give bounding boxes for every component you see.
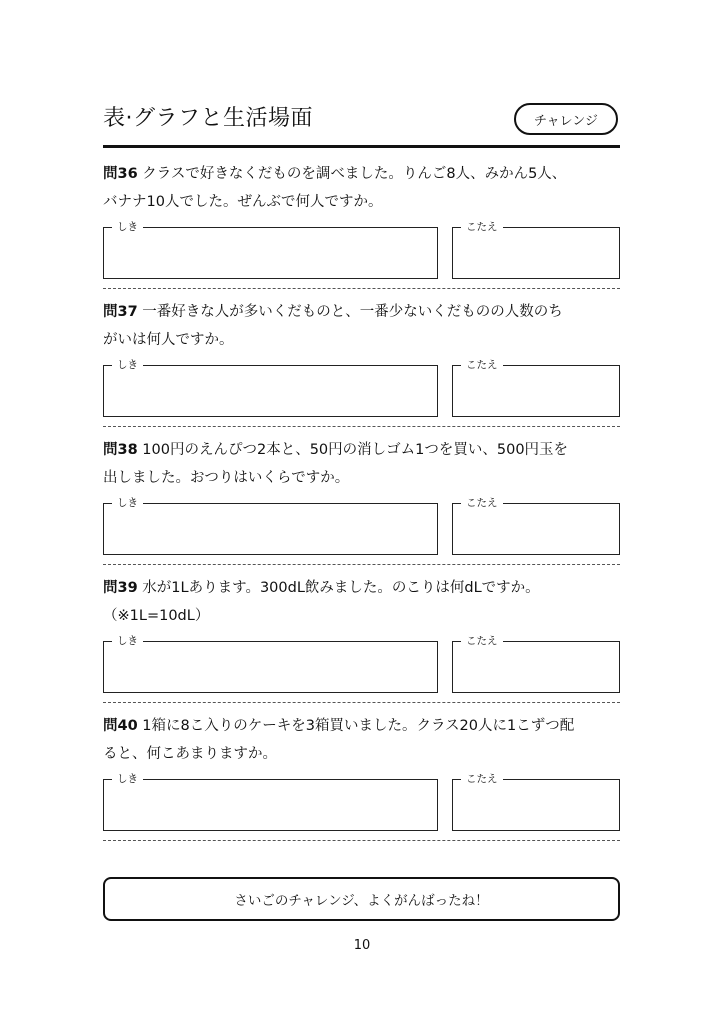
encouragement-message: さいごのチャレンジ、よくがんばったね！ <box>103 877 620 921</box>
dashed-divider <box>103 702 620 703</box>
answer-box-label: こたえ <box>461 357 503 373</box>
answer-box[interactable] <box>452 497 620 555</box>
work-box[interactable] <box>103 773 438 831</box>
work-box-label: しき <box>112 771 143 787</box>
answer-box[interactable] <box>452 773 620 831</box>
question-line-1: 1箱に8こ入りのケーキを3箱買いました。クラス20人に1こずつ配 <box>142 718 575 734</box>
question-line-2: （※1L=10dL） <box>103 608 210 624</box>
question-text <box>103 160 620 216</box>
question-number: 問37 <box>103 304 138 320</box>
question-text <box>103 712 620 768</box>
work-box[interactable] <box>103 635 438 693</box>
work-box-label: しき <box>112 357 143 373</box>
question-text <box>103 574 620 630</box>
question-text <box>103 436 620 492</box>
work-box[interactable] <box>103 221 438 279</box>
question-line-2: がいは何人ですか。 <box>103 332 234 348</box>
dashed-divider <box>103 840 620 841</box>
answer-box-label: こたえ <box>461 219 503 235</box>
question-line-2: バナナ10人でした。ぜんぶで何人ですか。 <box>103 194 383 210</box>
question-line-1: 一番好きな人が多いくだものと、一番少ないくだものの人数のち <box>142 304 563 320</box>
problem-40 <box>103 712 620 850</box>
answer-box-label: こたえ <box>461 771 503 787</box>
dashed-divider <box>103 288 620 289</box>
question-number: 問36 <box>103 166 138 182</box>
question-line-2: ると、何こあまりますか。 <box>103 746 277 762</box>
question-line-1: 水が1Lあります。300dL飲みました。のこりは何dLですか。 <box>142 580 540 596</box>
question-line-1: 100円のえんぴつ2本と、50円の消しゴム1つを買い、500円玉を <box>142 442 569 458</box>
question-line-2: 出しました。おつりはいくらですか。 <box>103 470 350 486</box>
answer-box[interactable] <box>452 221 620 279</box>
question-number: 問40 <box>103 718 138 734</box>
work-box-label: しき <box>112 495 143 511</box>
dashed-divider <box>103 426 620 427</box>
answer-box[interactable] <box>452 359 620 417</box>
page-number: 10 <box>353 938 371 953</box>
challenge-badge: チャレンジ <box>514 103 618 135</box>
question-text <box>103 298 620 354</box>
work-box[interactable] <box>103 497 438 555</box>
header-rule <box>103 145 620 148</box>
problem-37 <box>103 298 620 436</box>
problem-36 <box>103 160 620 298</box>
dashed-divider <box>103 564 620 565</box>
answer-box[interactable] <box>452 635 620 693</box>
work-box-label: しき <box>112 633 143 649</box>
answer-box-label: こたえ <box>461 495 503 511</box>
answer-box-label: こたえ <box>461 633 503 649</box>
question-number: 問39 <box>103 580 138 596</box>
problem-38 <box>103 436 620 574</box>
work-box-label: しき <box>112 219 143 235</box>
question-line-1: クラスで好きなくだものを調べました。りんご8人、みかん5人、 <box>142 166 567 182</box>
problem-39 <box>103 574 620 712</box>
page-title: 表·グラフと生活場面 <box>103 106 313 131</box>
work-box[interactable] <box>103 359 438 417</box>
question-number: 問38 <box>103 442 138 458</box>
